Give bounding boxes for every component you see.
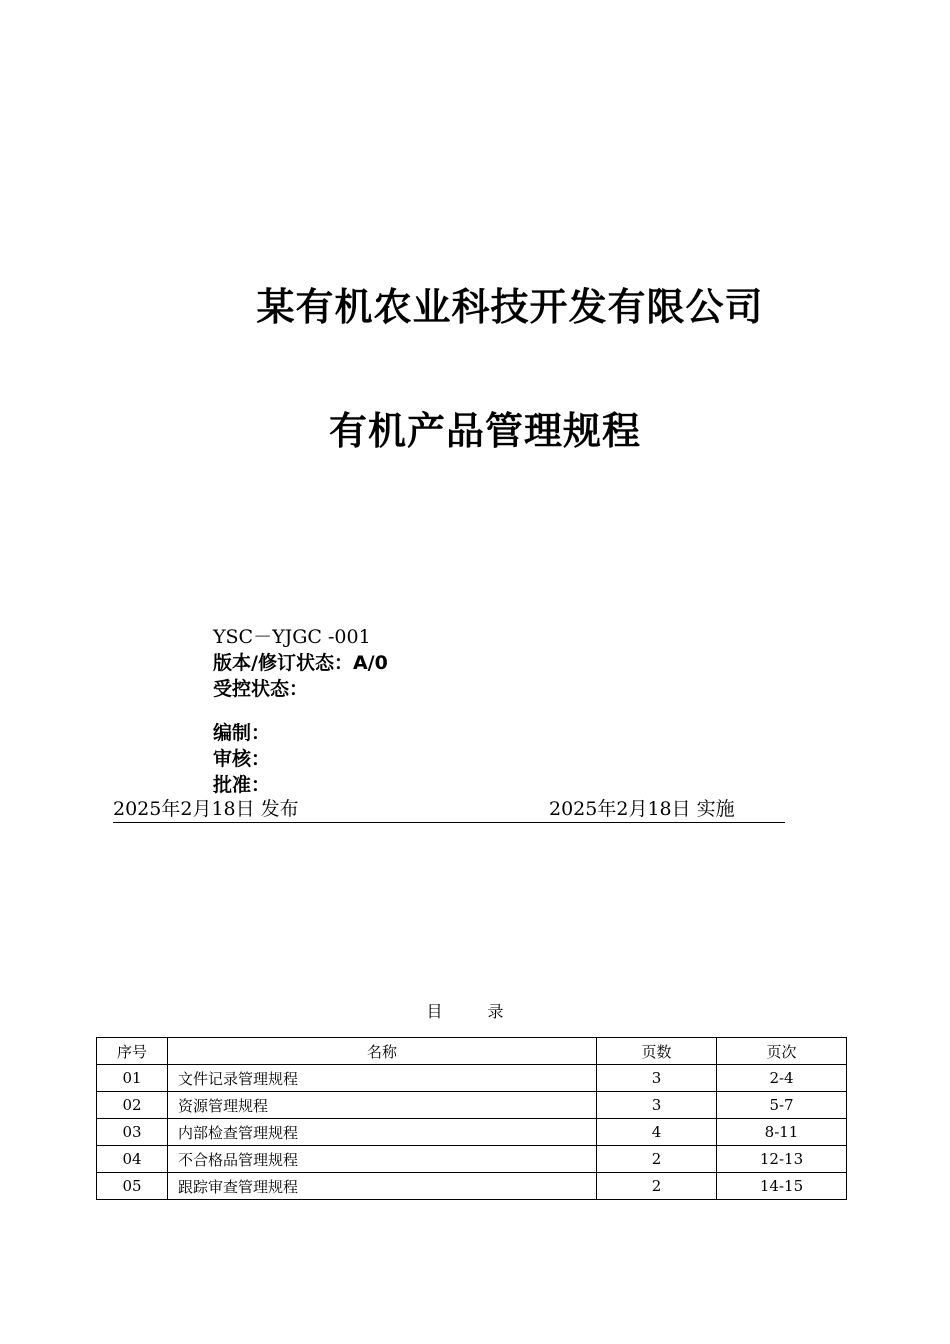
toc-cell-range: 14-15 xyxy=(717,1173,847,1200)
version-status: 版本/修订状态：A/0 xyxy=(213,652,388,674)
toc-cell-no: 02 xyxy=(97,1092,168,1119)
table-row xyxy=(97,1173,847,1200)
toc-cell-name: 不合格品管理规程 xyxy=(168,1146,597,1173)
approved-by: 批准： xyxy=(213,774,271,796)
table-row xyxy=(97,1092,847,1119)
toc-cell-pages: 3 xyxy=(597,1092,717,1119)
issue-date: 2025年2月18日 发布 xyxy=(113,798,299,820)
table-row xyxy=(97,1146,847,1173)
toc-heading: 目 录 xyxy=(426,1002,524,1021)
toc-cell-pages: 2 xyxy=(597,1173,717,1200)
toc-cell-name: 内部检查管理规程 xyxy=(168,1119,597,1146)
control-status: 受控状态： xyxy=(213,678,309,700)
toc-cell-no: 04 xyxy=(97,1146,168,1173)
toc-table xyxy=(96,1037,847,1200)
toc-cell-range: 5-7 xyxy=(717,1092,847,1119)
toc-cell-name: 资源管理规程 xyxy=(168,1092,597,1119)
reviewed-by: 审核： xyxy=(213,748,271,770)
meta-spacer xyxy=(213,702,388,720)
toc-cell-range: 12-13 xyxy=(717,1146,847,1173)
table-row xyxy=(97,1065,847,1092)
document-code: YSC－YJGC -001 xyxy=(213,626,371,648)
toc-cell-pages: 2 xyxy=(597,1146,717,1173)
document-title: 有机产品管理规程 xyxy=(328,409,641,453)
toc-cell-pages: 3 xyxy=(597,1065,717,1092)
toc-cell-range: 8-11 xyxy=(717,1119,847,1146)
toc-header-pages: 页数 xyxy=(597,1038,717,1065)
toc-cell-no: 03 xyxy=(97,1119,168,1146)
toc-cell-range: 2-4 xyxy=(717,1065,847,1092)
toc-cell-name: 跟踪审查管理规程 xyxy=(168,1173,597,1200)
toc-cell-pages: 4 xyxy=(597,1119,717,1146)
toc-header-name: 名称 xyxy=(168,1038,597,1065)
company-name: 某有机农业科技开发有限公司 xyxy=(256,285,764,329)
toc-header-row xyxy=(97,1038,847,1065)
date-line xyxy=(113,796,785,823)
toc-cell-no: 01 xyxy=(97,1065,168,1092)
effective-date: 2025年2月18日 实施 xyxy=(549,798,735,820)
document-meta xyxy=(213,624,388,798)
toc-header-no: 序号 xyxy=(97,1038,168,1065)
toc-cell-name: 文件记录管理规程 xyxy=(168,1065,597,1092)
toc-header-range: 页次 xyxy=(717,1038,847,1065)
toc-cell-no: 05 xyxy=(97,1173,168,1200)
prepared-by: 编制： xyxy=(213,722,271,744)
table-row xyxy=(97,1119,847,1146)
